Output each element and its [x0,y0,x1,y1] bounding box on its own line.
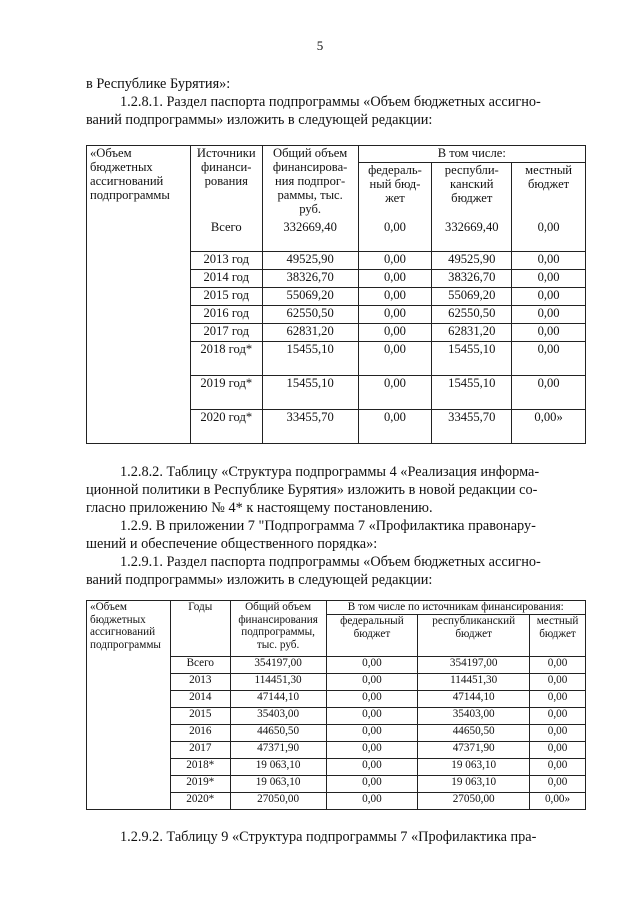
table-cell: 27050,00 [418,793,530,810]
table-cell: 2015 [170,708,230,725]
table-cell: 35403,00 [418,708,530,725]
table-cell: 354197,00 [418,657,530,674]
header-local: местный бюджет [512,163,586,220]
table-cell: 0,00 [512,220,586,252]
table-cell: 2019 год* [190,376,262,410]
table-cell: 0,00 [530,708,586,725]
table-cell: 0,00 [326,657,418,674]
table-cell: 0,00 [326,674,418,691]
table-cell: 0,00 [326,708,418,725]
table-cell: 2018* [170,759,230,776]
table-cell: 0,00» [530,793,586,810]
table-cell: 15455,10 [432,342,512,376]
header-local: местный бюджет [530,615,586,657]
table-cell: 38326,70 [262,270,358,288]
table-cell: 0,00 [512,306,586,324]
table-cell: 0,00 [326,691,418,708]
budget-table-7 [86,600,586,810]
table-cell: 35403,00 [230,708,326,725]
table-cell: 0,00 [530,657,586,674]
table-cell: 2018 год* [190,342,262,376]
table-cell: 354197,00 [230,657,326,674]
table-cell: 0,00 [512,376,586,410]
table-cell: 0,00 [358,324,432,342]
table-cell: 0,00 [512,342,586,376]
table-cell: 15455,10 [432,376,512,410]
table-cell: 0,00 [326,759,418,776]
table-cell: 0,00 [530,691,586,708]
table-cell: 2016 [170,725,230,742]
table-cell: 49525,90 [262,252,358,270]
table-cell: 2014 [170,691,230,708]
table-cell: 49525,90 [432,252,512,270]
table-cell: 0,00 [358,270,432,288]
table-cell: 0,00 [358,252,432,270]
table-cell: 0,00 [358,220,432,252]
table-cell: 27050,00 [230,793,326,810]
table-cell: 55069,20 [262,288,358,306]
paragraph-1-2-8-1: 1.2.8.1. Раздел паспорта подпрограммы «Объем бюджетных ассигно- [120,94,541,110]
table-cell: 0,00 [530,725,586,742]
table-cell: 19 063,10 [230,759,326,776]
table-cell: 62831,20 [432,324,512,342]
paragraph-1-2-8-2: 1.2.8.2. Таблицу «Структура подпрограммы 4 «Реализация информа- [120,464,540,480]
table-cell: 332669,40 [262,220,358,252]
table-cell: 0,00 [530,674,586,691]
table-cell: 0,00 [326,742,418,759]
table-cell: 2017 год [190,324,262,342]
table-cell: 0,00 [512,252,586,270]
table-cell: 2020 год* [190,410,262,444]
table-cell: 55069,20 [432,288,512,306]
header-years: Годы [170,601,230,657]
table-cell: 47371,90 [230,742,326,759]
table-cell: 114451,30 [418,674,530,691]
table-cell: 44650,50 [230,725,326,742]
table-cell: 2019* [170,776,230,793]
table-cell: Всего [190,220,262,252]
header-republican: республи-канский бюджет [432,163,512,220]
text-line: ваний подпрограммы» изложить в следующей редакции: [86,572,433,588]
table-cell: 2016 год [190,306,262,324]
table-cell: 0,00 [326,793,418,810]
text-line: шений и обеспечение общественного порядка»: [86,536,378,552]
header-total: Общий объем финансирова-ния подпрог-раммы, тыс. руб. [262,146,358,220]
paragraph-1-2-9: 1.2.9. В приложении 7 "Подпрограмма 7 «Профилактика правонару- [120,518,536,534]
table-cell: 0,00 [326,725,418,742]
header-total: Общий объем финансирования подпрограммы, тыс. руб. [230,601,326,657]
table-cell: 2017 [170,742,230,759]
table-cell: 0,00 [512,288,586,306]
table-cell: 15455,10 [262,342,358,376]
table-cell: 0,00 [530,776,586,793]
table-cell: 62550,50 [262,306,358,324]
header-including: В том числе по источникам финансирования: [326,601,585,615]
table-cell: 0,00 [358,342,432,376]
table-label: «Объем бюджетных ассигнований подпрограммы [87,601,171,810]
table-cell: 0,00 [358,288,432,306]
text-line: ваний подпрограммы» изложить в следующей редакции: [86,112,433,128]
header-including: В том числе: [358,146,585,163]
table-cell: 2020* [170,793,230,810]
table-cell: 2015 год [190,288,262,306]
text-line: гласно приложению № 4* к настоящему постановлению. [86,500,433,516]
table-cell: 114451,30 [230,674,326,691]
table-cell: Всего [170,657,230,674]
table-cell: 47144,10 [230,691,326,708]
budget-table-4 [86,145,586,444]
text-line: ционной политики в Республике Бурятия» изложить в новой редакции со- [86,482,538,498]
table-cell: 15455,10 [262,376,358,410]
table-cell: 0,00» [512,410,586,444]
header-sources: Источники финанси-рования [190,146,262,220]
table-cell: 19 063,10 [418,759,530,776]
header-federal: федеральный бюджет [326,615,418,657]
table-cell: 332669,40 [432,220,512,252]
text-line: в Республике Бурятия»: [86,76,231,92]
table-cell: 0,00 [530,742,586,759]
table-cell: 0,00 [358,410,432,444]
table-cell: 0,00 [530,759,586,776]
table-cell: 62831,20 [262,324,358,342]
header-republican: республиканский бюджет [418,615,530,657]
header-federal: федераль-ный бюд-жет [358,163,432,220]
table-cell: 38326,70 [432,270,512,288]
table-cell: 2013 год [190,252,262,270]
table-label: «Объем бюджетных ассигнований подпрограммы [87,146,191,444]
page-number: 5 [316,38,324,53]
table-cell: 47144,10 [418,691,530,708]
table-cell: 19 063,10 [418,776,530,793]
paragraph-1-2-9-1: 1.2.9.1. Раздел паспорта подпрограммы «Объем бюджетных ассигно- [120,554,541,570]
table-cell: 2013 [170,674,230,691]
table-cell: 33455,70 [432,410,512,444]
table-cell: 19 063,10 [230,776,326,793]
table-cell: 0,00 [358,376,432,410]
table-cell: 62550,50 [432,306,512,324]
paragraph-1-2-9-2: 1.2.9.2. Таблицу 9 «Структура подпрограммы 7 «Профилактика пра- [120,829,537,845]
table-cell: 0,00 [358,306,432,324]
table-cell: 33455,70 [262,410,358,444]
table-cell: 0,00 [512,270,586,288]
table-cell: 2014 год [190,270,262,288]
table-cell: 0,00 [512,324,586,342]
table-cell: 0,00 [326,776,418,793]
table-cell: 44650,50 [418,725,530,742]
table-cell: 47371,90 [418,742,530,759]
